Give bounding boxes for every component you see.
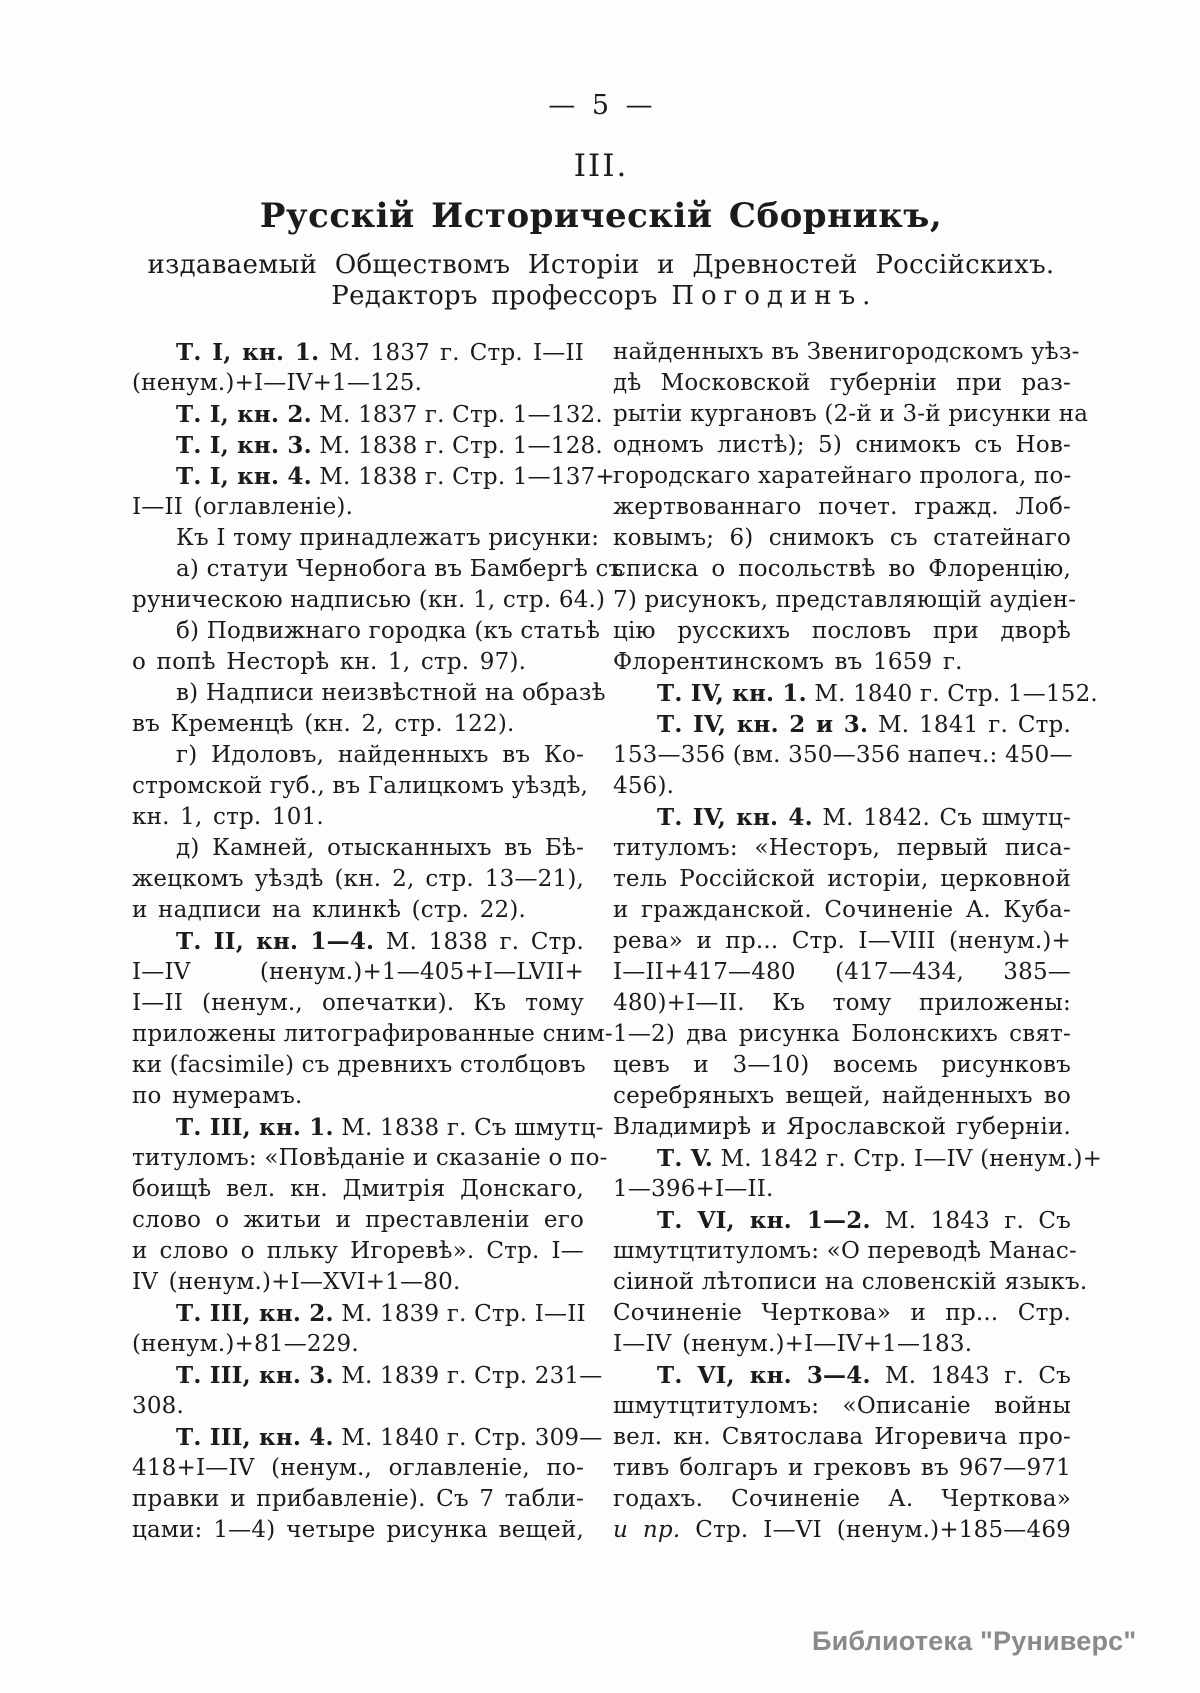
entry-label: Т. I, кн. 3. bbox=[176, 432, 312, 459]
text-line bbox=[132, 523, 600, 554]
text-line bbox=[132, 1174, 584, 1205]
body-text: цевъ и 3—10) восемь рисунковъ bbox=[613, 1052, 1071, 1078]
text-line bbox=[613, 1143, 1103, 1174]
body-text: стромской губ., въ Галицкомъ уѣздѣ, bbox=[132, 773, 589, 799]
text-line bbox=[613, 1391, 1071, 1422]
body-text: I—IV (ненум.)+1—405+I—LVII+ bbox=[132, 959, 584, 985]
entry-label: Т. VI, кн. 1—2. bbox=[657, 1207, 871, 1234]
text-line bbox=[613, 1453, 1071, 1484]
body-text: тивъ болгаръ и грековъ въ 967—971 bbox=[613, 1455, 1071, 1481]
text-line bbox=[132, 399, 603, 430]
entry-label: Т. V. bbox=[657, 1145, 713, 1172]
text-line bbox=[132, 1298, 584, 1329]
text-line bbox=[613, 368, 1071, 399]
text-line bbox=[132, 1391, 584, 1422]
body-text: М. 1839 г. Стр. I—II bbox=[333, 1301, 586, 1327]
editor-name: Погодинъ bbox=[671, 281, 863, 311]
body-text: М. 1838 г. Стр. 1—128. bbox=[311, 433, 603, 459]
body-text: о попѣ Несторѣ кн. 1, стр. 97). bbox=[132, 649, 527, 675]
text-line bbox=[132, 833, 584, 864]
body-text: шмутцтитуломъ: «Описаніе войны bbox=[613, 1393, 1071, 1419]
entry-label: Т. I, кн. 2. bbox=[176, 401, 312, 428]
text-line bbox=[132, 1267, 584, 1298]
text-line bbox=[132, 988, 584, 1019]
text-line bbox=[613, 709, 1071, 740]
body-text: и надписи на клинкѣ (стр. 22). bbox=[132, 897, 527, 923]
body-text: 418+I—IV (ненум., оглавленіе, по- bbox=[132, 1455, 584, 1481]
body-text: I—II (оглавленіе). bbox=[132, 494, 354, 520]
body-text: одномъ листѣ); 5) снимокъ съ Нов- bbox=[613, 432, 1071, 458]
body-text: 1—396+I—II. bbox=[613, 1176, 774, 1202]
body-text: ки (facsimile) съ древнихъ столбцовъ bbox=[132, 1052, 586, 1078]
text-line bbox=[613, 430, 1071, 461]
text-line bbox=[132, 895, 584, 926]
library-watermark: Библиотека "Руниверс" bbox=[812, 1626, 1137, 1656]
text-line bbox=[613, 1329, 1071, 1360]
editor-line bbox=[130, 281, 1072, 311]
text-line bbox=[613, 1112, 1071, 1143]
entry-label: Т. IV, кн. 4. bbox=[657, 804, 813, 831]
text-line bbox=[613, 1360, 1071, 1391]
body-text: 153—356 (вм. 350—356 напеч.: 450— bbox=[613, 742, 1073, 768]
entry-label: Т. IV, кн. 1. bbox=[657, 680, 807, 707]
body-text: Сочиненіе Черткова» и пр... Стр. bbox=[613, 1300, 1071, 1326]
body-text: приложены литографированные сним- bbox=[132, 1021, 613, 1047]
text-line bbox=[132, 554, 624, 585]
body-text: (ненум.)+81—229. bbox=[132, 1331, 359, 1357]
text-line bbox=[613, 988, 1071, 1019]
text-line bbox=[132, 1019, 613, 1050]
text-line bbox=[613, 926, 1071, 957]
body-text: рытіи кургановъ (2-й и 3-й рисунки на bbox=[613, 401, 1089, 427]
body-text: М. 1839 г. Стр. 231— bbox=[333, 1363, 603, 1389]
body-text: титуломъ: «Повѣданіе и сказаніе о по- bbox=[132, 1145, 608, 1171]
text-line bbox=[613, 802, 1071, 833]
entry-label: Т. I, кн. 1. bbox=[176, 339, 320, 366]
text-line bbox=[132, 740, 584, 771]
body-text: кн. 1, стр. 101. bbox=[132, 804, 324, 830]
text-line bbox=[613, 740, 1071, 771]
body-text: М. 1838 г. Стр. 1—137+ bbox=[311, 464, 615, 490]
body-text: цами: 1—4) четыре рисунка вещей, bbox=[132, 1517, 584, 1543]
text-line bbox=[613, 337, 1080, 368]
text-line bbox=[613, 1236, 1077, 1267]
text-line bbox=[132, 1081, 584, 1112]
page-number: — 5 — bbox=[548, 90, 654, 121]
text-line bbox=[132, 368, 584, 399]
text-line bbox=[613, 1019, 1071, 1050]
entry-label: Т. III, кн. 1. bbox=[176, 1114, 334, 1141]
body-text: М. 1840 г. Стр. 309— bbox=[333, 1425, 603, 1451]
body-text: М. 1842. Съ шмутц- bbox=[812, 805, 1071, 831]
body-text: М. 1843 г. Съ bbox=[870, 1208, 1071, 1234]
body-text: I—II+417—480 (417—434, 385— bbox=[613, 959, 1071, 985]
body-text: 456). bbox=[613, 773, 675, 799]
body-text: М. 1838 г. Стр. bbox=[374, 929, 584, 955]
body-text: цію русскихъ пословъ при дворѣ bbox=[613, 618, 1071, 644]
text-line bbox=[613, 1081, 1071, 1112]
text-line bbox=[132, 1484, 584, 1515]
entry-label: Т. III, кн. 4. bbox=[176, 1424, 334, 1451]
body-text: а) статуи Чернобога въ Бамбергѣ съ bbox=[176, 556, 624, 582]
body-text: г) Идоловъ, найденныхъ въ Ко- bbox=[176, 742, 584, 768]
body-text: М. 1843 г. Съ bbox=[870, 1363, 1071, 1389]
body-text: М. 1840 г. Стр. 1—152. bbox=[806, 681, 1098, 707]
body-text: найденныхъ въ Звенигородскомъ уѣз- bbox=[613, 339, 1080, 365]
body-text: списка о посольствѣ во Флоренцію, bbox=[613, 556, 1071, 582]
entry-label: Т. III, кн. 2. bbox=[176, 1300, 334, 1327]
text-line bbox=[132, 1422, 603, 1453]
entry-label: Т. VI, кн. 3—4. bbox=[657, 1362, 871, 1389]
text-line bbox=[132, 678, 606, 709]
text-line bbox=[613, 957, 1071, 988]
section-number: III. bbox=[573, 148, 629, 184]
body-text: руническою надписью (кн. 1, стр. 64.) bbox=[132, 587, 606, 613]
body-text: дѣ Московской губерніи при раз- bbox=[613, 370, 1071, 396]
text-line bbox=[132, 337, 584, 368]
body-text: Стр. I—VI (ненум.)+185—469 bbox=[680, 1517, 1071, 1543]
body-text: титуломъ: «Несторъ, первый писа- bbox=[613, 835, 1071, 861]
text-line bbox=[132, 957, 584, 988]
body-text: и гражданской. Сочиненіе А. Куба- bbox=[613, 897, 1071, 923]
italic-text: и пр. bbox=[613, 1517, 681, 1543]
text-line bbox=[132, 1329, 584, 1360]
body-text: М. 1837 г. Стр. I—II bbox=[319, 340, 584, 366]
text-line bbox=[132, 926, 584, 957]
entry-label: Т. IV, кн. 2 и 3. bbox=[657, 711, 869, 738]
body-text: правки и прибавленіе). Съ 7 табли- bbox=[132, 1486, 584, 1512]
text-line bbox=[132, 1143, 608, 1174]
text-line bbox=[613, 492, 1071, 523]
text-line bbox=[132, 492, 584, 523]
body-text: в) Надписи неизвѣстной на образѣ bbox=[176, 680, 606, 706]
body-text: ковымъ; 6) снимокъ съ статейнаго bbox=[613, 525, 1071, 551]
body-text: (ненум.)+I—IV+1—125. bbox=[132, 370, 423, 396]
body-text: боищѣ вел. кн. Дмитрія Донскаго, bbox=[132, 1176, 584, 1202]
body-text: годахъ. Сочиненіе А. Черткова» bbox=[613, 1486, 1071, 1512]
text-line bbox=[613, 523, 1071, 554]
body-text: Флорентинскомъ въ 1659 г. bbox=[613, 649, 963, 675]
body-text: городскаго харатейнаго пролога, по- bbox=[613, 463, 1072, 489]
body-text: IV (ненум.)+I—XVI+1—80. bbox=[132, 1269, 461, 1295]
text-line bbox=[132, 1236, 584, 1267]
text-line bbox=[132, 616, 601, 647]
body-text: М. 1837 г. Стр. 1—132. bbox=[311, 402, 603, 428]
page-title: Русскій Историческій Сборникъ, bbox=[259, 196, 943, 236]
text-line bbox=[613, 399, 1089, 430]
body-text: жертвованнаго почет. гражд. Лоб- bbox=[613, 494, 1071, 520]
text-line bbox=[132, 461, 615, 492]
body-text: 308. bbox=[132, 1393, 185, 1419]
body-text: I—IV (ненум.)+I—IV+1—183. bbox=[613, 1331, 973, 1357]
text-line bbox=[613, 864, 1071, 895]
text-line bbox=[613, 1050, 1071, 1081]
body-text: сіиной лѣтописи на словенскій языкъ. bbox=[613, 1269, 1088, 1295]
editor-prefix: Редакторъ профессоръ bbox=[331, 281, 672, 311]
body-text: рева» и пр... Стр. I—VIII (ненум.)+ bbox=[613, 928, 1071, 954]
text-line bbox=[613, 461, 1071, 492]
editor-suffix: . bbox=[862, 281, 871, 311]
body-text: въ Кременцѣ (кн. 2, стр. 122). bbox=[132, 711, 515, 737]
text-line bbox=[132, 1515, 584, 1546]
text-line bbox=[613, 585, 1077, 616]
text-line bbox=[132, 585, 606, 616]
text-line bbox=[613, 895, 1071, 926]
body-text: шмутцтитуломъ: «О переводѣ Манас- bbox=[613, 1238, 1077, 1264]
body-text: д) Камней, отысканныхъ въ Бѣ- bbox=[176, 835, 584, 861]
body-text: серебряныхъ вещей, найденныхъ во bbox=[613, 1083, 1071, 1109]
text-line bbox=[613, 833, 1071, 864]
text-line bbox=[132, 709, 584, 740]
body-text: Къ I тому принадлежатъ рисунки: bbox=[176, 525, 600, 551]
text-line bbox=[132, 864, 584, 895]
entry-label: Т. III, кн. 3. bbox=[176, 1362, 334, 1389]
text-line bbox=[613, 554, 1071, 585]
body-text: слово о житьи и преставленіи его bbox=[132, 1207, 584, 1233]
body-text: М. 1842 г. Стр. I—IV (ненум.)+ bbox=[712, 1146, 1103, 1172]
text-line bbox=[132, 802, 584, 833]
body-text: 7) рисунокъ, представляющій аудіен- bbox=[613, 587, 1077, 613]
text-line bbox=[132, 771, 589, 802]
body-text: вел. кн. Святослава Игоревича про- bbox=[613, 1424, 1071, 1450]
text-line bbox=[132, 1360, 603, 1391]
text-line bbox=[132, 647, 584, 678]
text-line bbox=[613, 678, 1098, 709]
text-line bbox=[132, 1112, 604, 1143]
body-text: Владимирѣ и Ярославской губерніи. bbox=[613, 1114, 1071, 1140]
body-text: М. 1841 г. Стр. bbox=[868, 712, 1071, 738]
text-line bbox=[613, 1267, 1088, 1298]
body-text: тель Россійской исторіи, церковной bbox=[613, 866, 1071, 892]
text-line bbox=[132, 430, 603, 461]
text-line bbox=[132, 1453, 584, 1484]
text-line bbox=[613, 771, 1071, 802]
text-line bbox=[613, 1422, 1071, 1453]
subtitle: издаваемый Обществомъ Исторіи и Древностей Россійскихъ. bbox=[147, 250, 1055, 280]
body-text: М. 1838 г. Съ шмутц- bbox=[333, 1115, 604, 1141]
text-line bbox=[613, 1298, 1071, 1329]
body-text: по нумерамъ. bbox=[132, 1083, 303, 1109]
text-column-right bbox=[613, 337, 1103, 1546]
text-line bbox=[613, 616, 1071, 647]
text-line bbox=[613, 1515, 1071, 1546]
body-text: жецкомъ уѣздѣ (кн. 2, стр. 13—21), bbox=[132, 866, 584, 892]
body-text: 1—2) два рисунка Болонскихъ свят- bbox=[613, 1021, 1071, 1047]
text-line bbox=[613, 1174, 1071, 1205]
text-line bbox=[613, 647, 1071, 678]
text-line bbox=[613, 1484, 1071, 1515]
entry-label: Т. I, кн. 4. bbox=[176, 463, 312, 490]
text-line bbox=[132, 1205, 584, 1236]
body-text: б) Подвижнаго городка (къ статьѣ bbox=[176, 618, 601, 644]
text-column-left bbox=[132, 337, 624, 1546]
text-line bbox=[132, 1050, 584, 1081]
body-text: I—II (ненум., опечатки). Къ тому bbox=[132, 990, 584, 1016]
text-line bbox=[613, 1205, 1071, 1236]
entry-label: Т. II, кн. 1—4. bbox=[176, 928, 375, 955]
body-text: 480)+I—II. Къ тому приложены: bbox=[613, 990, 1071, 1016]
body-text: и слово о пльку Игоревѣ». Стр. I— bbox=[132, 1238, 584, 1264]
